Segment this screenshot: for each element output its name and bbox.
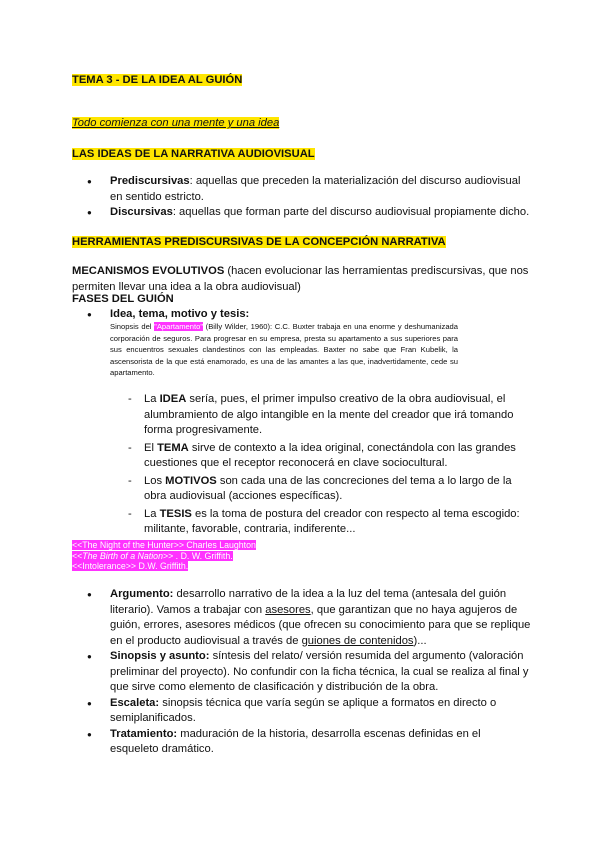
list-item: - La TESIS es la toma de postura del creador con respecto al tema escogido: militante, favorable, contraria, indiferente... xyxy=(128,507,528,538)
list-item: ● Prediscursivas: aquellas que preceden la materialización del discurso audiovisual en sentido estricto. xyxy=(72,174,532,205)
section-heading-herramientas: HERRAMIENTAS PREDISCURSIVAS DE LA CONCEPCIÓN NARRATIVA xyxy=(72,236,446,248)
ideas-list xyxy=(72,174,532,221)
film-references xyxy=(72,540,256,572)
synopsis-paragraph: Sinopsis del "Apartamento" (Billy Wilder, 1960): C.C. Buxter trabaja en una enorme y deshumanizada corporación de seguros. Para progresar en su empresa, presta su apartamento a sus superiores para sus encuentros sexuales clandestinos con las empleadas. Baxter no sabe que Fran Kubelik, la ascensorista de la que está enamorado, es una de las amantes a las que, inadvertidamente, cede su apartamento. xyxy=(110,322,458,378)
list-item: ● Argumento: desarrollo narrativo de la idea a la luz del tema (antesala del guión literario). Vamos a trabajar con asesores, que garantizan que no haya agujeros de guión, errores, asesores médicos (que ofrecen su conocimiento para que se replique en el producto audiovisual a través de guiones de contenidos)... xyxy=(72,587,532,649)
list-item: ● Tratamiento: maduración de la historia, desarrolla escenas definidas en el esqueleto dramático. xyxy=(72,727,532,758)
reference-line: <<The Birth of a Nation>> . D. W. Griffith. xyxy=(72,550,233,561)
asesores-link[interactable]: asesores xyxy=(265,603,311,616)
list-item: - La IDEA sería, pues, el primer impulso creativo de la obra audiovisual, el alumbramiento de algo intangible en la mente del creador que irá tomando forma progresivamente. xyxy=(128,392,528,439)
reference-line: <<Intolerance>> D.W. Griffith. xyxy=(72,561,189,571)
mecanismos-paragraph: MECANISMOS EVOLUTIVOS (hacen evolucionar las herramientas prediscursivas, que nos permiten llevar una idea a la obra audiovisual) xyxy=(72,265,529,293)
list-item: - Los MOTIVOS son cada una de las concreciones del tema a lo largo de la obra audiovisual (acciones específicas). xyxy=(128,474,528,505)
guiones-link[interactable]: guiones de contenidos xyxy=(301,634,414,647)
list-item: ● Sinopsis y asunto: síntesis del relato/ versión resumida del argumento (valoración preliminar del proyecto). No confundir con la ficha técnica, la cual se realiza al final y que sirve como elemento de clasificación y distribución de la obra. xyxy=(72,649,532,696)
reference-line: <<The Night of the Hunter>> Charles Laughton xyxy=(72,540,256,550)
list-item: ● Discursivas: aquellas que forman parte del discurso audiovisual propiamente dicho. xyxy=(72,205,532,221)
idea-dash-list xyxy=(128,392,528,540)
section-heading-ideas: LAS IDEAS DE LA NARRATIVA AUDIOVISUAL xyxy=(72,148,315,160)
tagline: Todo comienza con una mente y una idea xyxy=(72,117,280,129)
list-item: ● Idea, tema, motivo y tesis: xyxy=(72,307,472,323)
list-item: ● Escaleta: sinopsis técnica que varía según se aplique a formatos en directo o semiplanificados. xyxy=(72,696,532,727)
fases-list xyxy=(72,587,532,758)
list-item: - El TEMA sirve de contexto a la idea original, conectándola con las grandes cuestiones que el receptor reconocerá en clave sociocultural. xyxy=(128,441,528,472)
page-title: TEMA 3 - DE LA IDEA AL GUIÓN xyxy=(72,74,243,86)
fases-heading: FASES DEL GUIÓN xyxy=(72,293,174,305)
